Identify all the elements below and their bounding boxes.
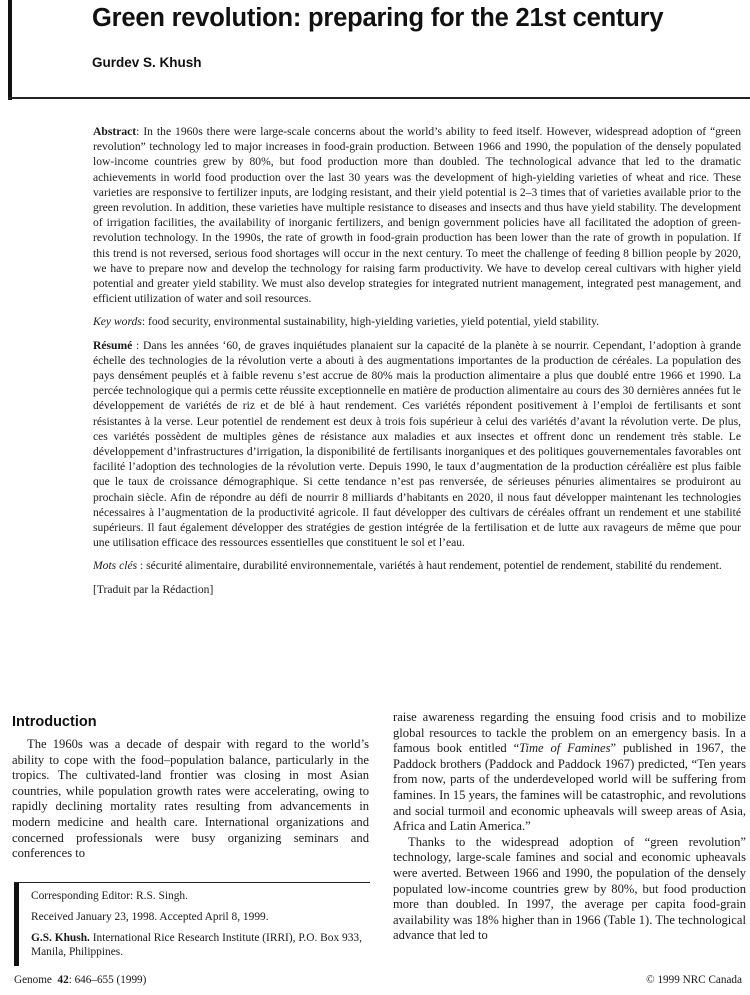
header-rule [8, 97, 750, 99]
article-title: Green revolution: preparing for the 21st century [92, 4, 664, 32]
header-vertical-bar [8, 0, 12, 100]
author-affiliation [31, 931, 371, 959]
intro-text-segment: raise awareness regarding the ensuing food crisis and to mobilize global resources to tackle the problem on an emergency basis. In a famous book entitled “ [393, 710, 746, 756]
journal-volume: 42 [57, 974, 69, 986]
translation-note: [Traduit par la Rédaction] [93, 582, 214, 596]
abstract-text: : In the 1960s there were large-scale concerns about the world’s ability to feed itself. However, widespread adoption of “green revolution” technology led to major increases in food-grain production. Between 1966 and 1990, the population of the densely populated low-income countries grew by 80%, but food production more than doubled. The technological advance that led to the dramatic achievements in world food production over the last 30 years was the development of high-yielding varieties of wheat and rice. These varieties are responsive to fertilizer inputs, are lodging resistant, and their yield potential is 2–3 times that of varieties available prior to the green revolution. In addition, these varieties have multiple resistance to diseases and insects and thus have yield stability. The development of irrigation facilities, the availability of inorganic fertilizers, and benign government policies have all facilitated the adoption of green-revolution technology. In the 1990s, the rate of growth in food-grain production has been lower than the rate of growth in population. If this trend is not reversed, serious food shortages will occur in the next century. To meet the challenge of feeding 8 billion people by 2020, we have to prepare now and develop the technology for raising farm productivity. We have to develop cereal cultivars with higher yield potential and greater yield stability. We must also develop strategies for integrated nutrient management, integrated pest management, and efficient utilization of water and soil resources. [93, 125, 741, 306]
introduction-heading: Introduction [12, 714, 97, 730]
corresponding-editor: Corresponding Editor: R.S. Singh. [31, 890, 188, 902]
abstract-paragraph [93, 124, 741, 306]
resume-text: : Dans les années ‘60, de graves inquiétudes planaient sur la capacité de la planète à se nourrir. Cependant, l’adoption à grande échelle des technologies de la révolution verte a abouti à des augmentations importantes de la production de céréales. La population des pays densément peuplés et à faible revenu s’est accrue de 80% mais la production alimentaire a plus que doublé entre 1966 et 1990. La percée technologique qui a permis cette réussite exceptionnelle en matière de production alimentaire au cours des 30 dernières années fut le développement de variétés de riz et de blé à haut rendement. Ces variétés répondent positivement à l’emploi de fertilisants et sont résistantes à la verse. Leur potentiel de rendement est deux à trois fois supérieur à celui des variétés d’avant la révolution verte. De plus, ces variétés possèdent de multiples gènes de résistance aux maladies et aux insectes et offrent donc un rendement très stable. Le développement d’infrastructures d’irrigation, la disponibilité de fertilisants inorganiques et des politiques gouvernementales favorables ont facilité l’adoption des technologies de la révolution verte. Depuis 1990, le taux d’augmentation de la production céréalière est plus faible que le taux de croissance démographique. Si cette tendance n’est pas renversée, de sérieuses pénuries alimentaires se produiront au prochain siècle. Afin de répondre au défi de nourrir 8 milliards d’habitants en 2020, il nous faut développer maintenant les technologies nécessaires à l’augmentation de la productivité agricole. Il faut développer des cultivars de céréales offrant un rendement et une stabilité supérieurs. Il faut également développer des stratégies de gestion intégrée de la fertilisation et de lutte aux ravageurs de même que pour une utilisation efficace des ressources essentielles que constituent le sol et l’eau. [93, 338, 741, 550]
abstract-label: Abstract [93, 125, 137, 138]
intro-paragraph-1: The 1960s was a decade of despair with regard to the world’s ability to cope with the food–population balance, particularly in the tropics. The cultivated-land frontier was closing in most Asian countries, while population growth rates were accelerating, owing to rapidly declining mortality rates resulting from advancements in modern medicine and health care. International organizations and concerned professionals were busy organizing seminars and conferences to [12, 737, 369, 861]
right-column [393, 710, 746, 944]
copyright-notice: © 1999 NRC Canada [646, 974, 742, 986]
intro-paragraph-continued [393, 710, 746, 835]
keywords-label: Key words [93, 315, 142, 329]
journal-citation [14, 974, 146, 986]
received-accepted-dates: Received January 23, 1998. Accepted April 8, 1999. [31, 911, 269, 923]
left-column [12, 737, 369, 862]
book-title: Time of Famines [519, 741, 611, 756]
intro-paragraph-2: Thanks to the widespread adoption of “green revolution” technology, large-scale famines and social and economic upheavals were averted. Between 1966 and 1990, the population of the densely populated low-income countries grew by 80%, but food production more than doubled. In 1997, the average per capita food-grain availability was 18% higher than in 1966 (Table 1). The technological advance that led to [393, 834, 746, 943]
affiliation-text: International Rice Research Institute (IRRI), P.O. Box 933, Manila, Philippines. [31, 932, 362, 958]
abstract-block [93, 124, 741, 605]
intro-text-segment: ” published in 1967, the Paddock brothers (Paddock and Paddock 1967) predicted, “Ten years from now, parts of the underdeveloped world will be suffering from famines. In 15 years, the famines will be catastrophic, and revolutions and social turmoil and economic upheavals will sweep areas of Asia, Africa and Latin America.” [393, 741, 746, 834]
resume-label: Résumé [93, 338, 133, 352]
journal-name: Genome [14, 974, 52, 986]
footnote-box [31, 889, 371, 966]
keywords-text: : food security, environmental sustainability, high-yielding varieties, yield potential, yield stability. [141, 315, 600, 329]
footnote-vertical-bar [14, 883, 19, 966]
footnote-rule [14, 882, 370, 883]
keywords-paragraph [93, 314, 741, 329]
journal-pages: : 646–655 (1999) [68, 974, 147, 986]
resume-paragraph [93, 338, 741, 551]
article-author: Gurdev S. Khush [92, 55, 202, 70]
affiliation-author-name: G.S. Khush. [31, 932, 90, 944]
mots-cles-paragraph [93, 558, 741, 573]
mots-cles-text: : sécurité alimentaire, durabilité environnementale, variétés à haut rendement, potentiel de rendement, stabilité du rendement. [137, 559, 722, 573]
mots-cles-label: Mots clés [93, 559, 138, 573]
